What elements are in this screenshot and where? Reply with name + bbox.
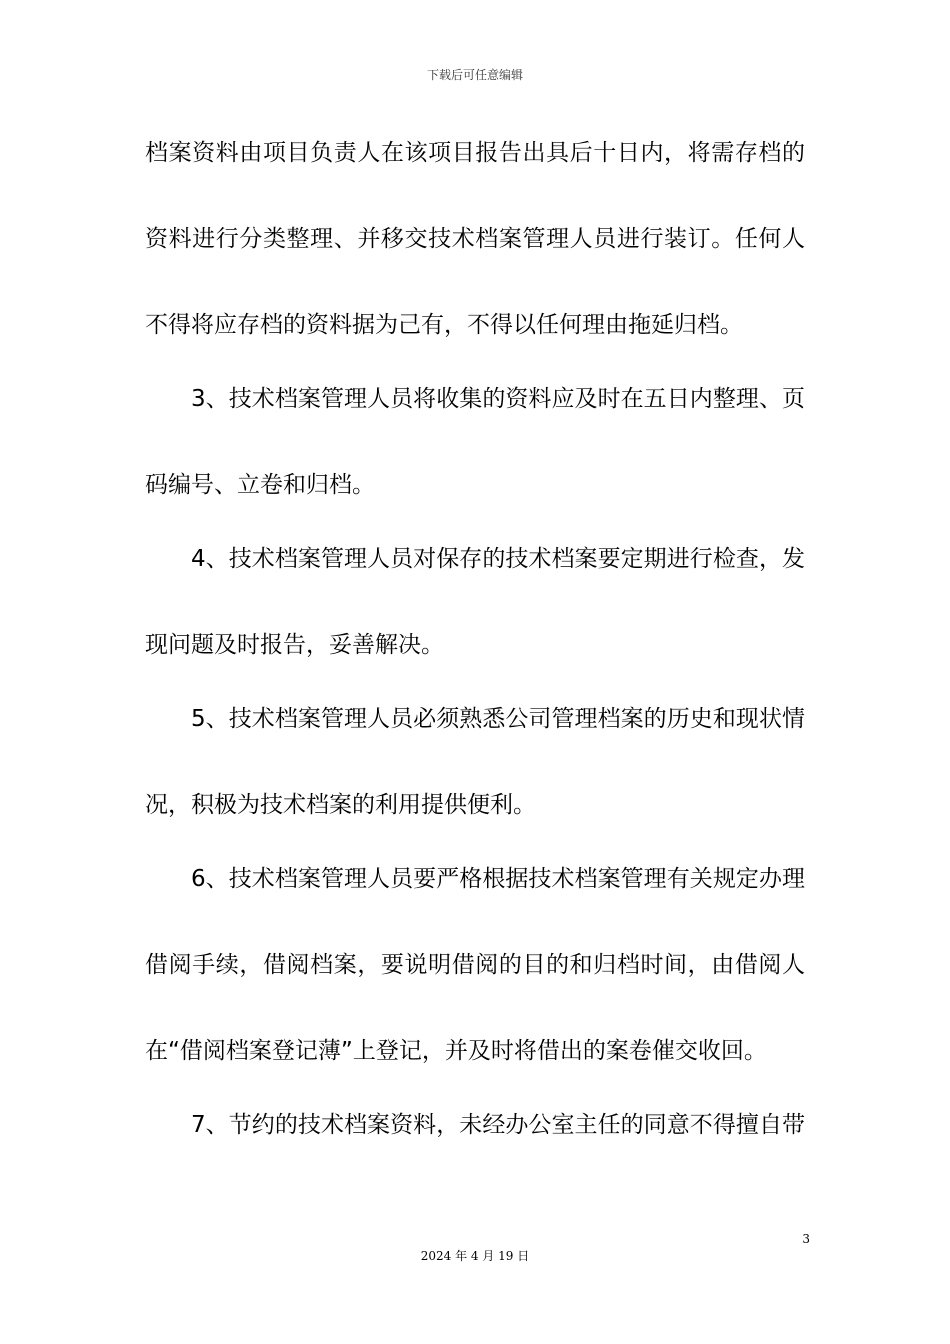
- header-note: 下载后可任意编辑: [426, 68, 523, 82]
- paragraph-line: 6、技术档案管理人员要严格根据技术档案管理有关规定办理: [191, 866, 805, 892]
- paragraph-line: 档案资料由项目负责人在该项目报告出具后十日内，将需存档的: [145, 140, 805, 166]
- footer-date: 2024 年 4 月 19 日: [420, 1249, 530, 1263]
- paragraph-line: 不得将应存档的资料据为己有，不得以任何理由拖延归档。: [145, 312, 743, 338]
- paragraph-line: 4、技术档案管理人员对保存的技术档案要定期进行检查，发: [191, 546, 805, 572]
- paragraph-line: 7、节约的技术档案资料，未经办公室主任的同意不得擅自带: [191, 1112, 805, 1138]
- paragraph-line: 在“借阅档案登记薄”上登记，并及时将借出的案卷催交收回。: [145, 1038, 767, 1064]
- paragraph-line: 借阅手续，借阅档案，要说明借阅的目的和归档时间，由借阅人: [145, 952, 805, 978]
- page-number: 3: [802, 1232, 810, 1246]
- paragraph-line: 况，积极为技术档案的利用提供便利。: [145, 792, 536, 818]
- paragraph-line: 码编号、立卷和归档。: [145, 472, 375, 498]
- paragraph-line: 3、技术档案管理人员将收集的资料应及时在五日内整理、页: [191, 386, 805, 412]
- paragraph-line: 资料进行分类整理、并移交技术档案管理人员进行装订。任何人: [145, 226, 805, 252]
- paragraph-line: 现问题及时报告，妥善解决。: [145, 632, 444, 658]
- paragraph-line: 5、技术档案管理人员必须熟悉公司管理档案的历史和现状情: [191, 706, 805, 732]
